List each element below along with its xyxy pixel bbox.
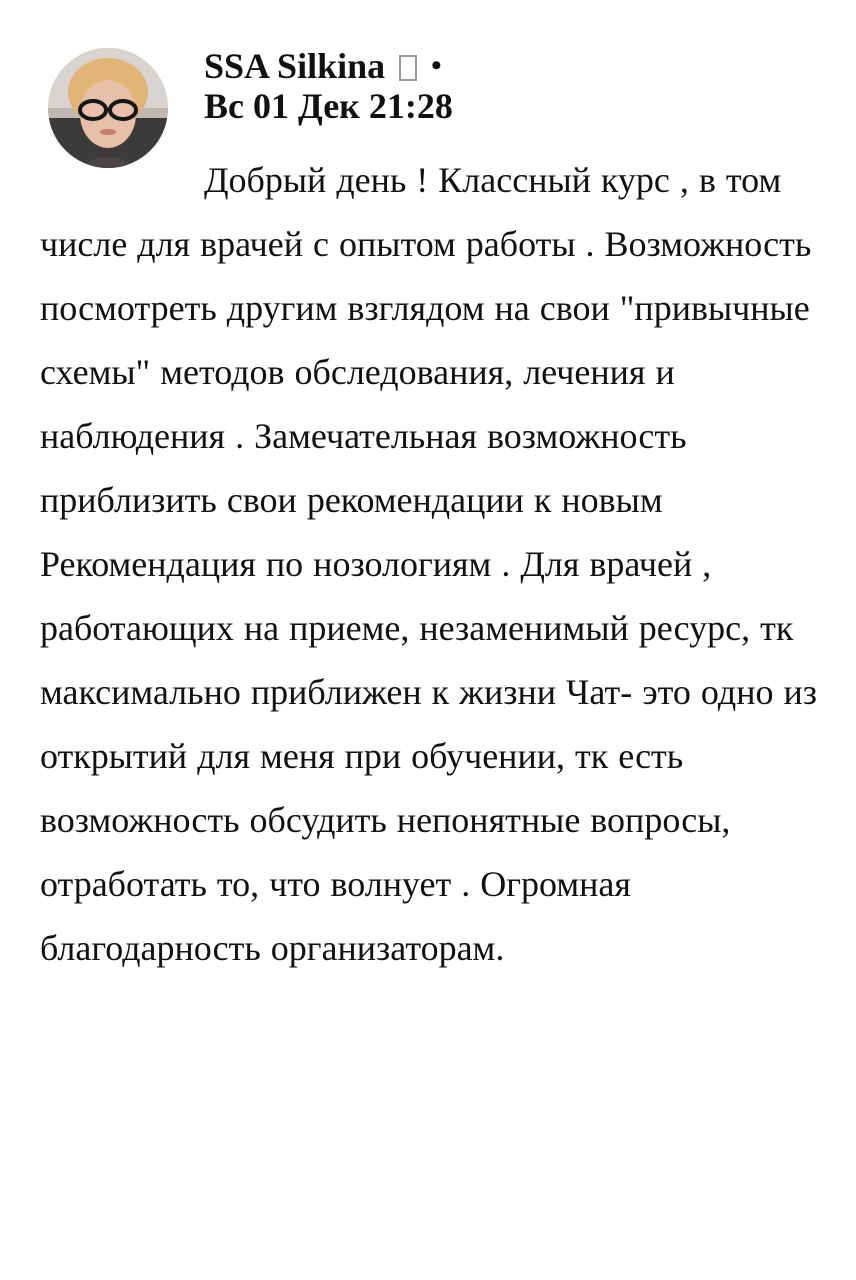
missing-glyph-icon xyxy=(399,55,417,81)
post-timestamp: Вс 01 Дек 21:28 xyxy=(204,86,453,126)
author-name[interactable]: SSA Silkina xyxy=(204,46,386,86)
post-body-text: Добрый день ! Классный курс , в том числе для врачей с опытом работы . Возможность посмотреть другим взглядом на свои "привычные схемы" методов обследования, лечения и наблюдения . Замечательная возможность приблизить свои рекомендации к новым Рекомендация по нозологиям . Для врачей , работающих на приеме, незаменимый ресурс, тк максимально приближен к жизни Чат- это одно из открытий для меня при обучении, тк есть возможность обсудить непонятные вопросы, отработать то, что волнует . Огромная благодарность организаторам. xyxy=(40,160,817,968)
dot-separator: • xyxy=(431,49,442,82)
